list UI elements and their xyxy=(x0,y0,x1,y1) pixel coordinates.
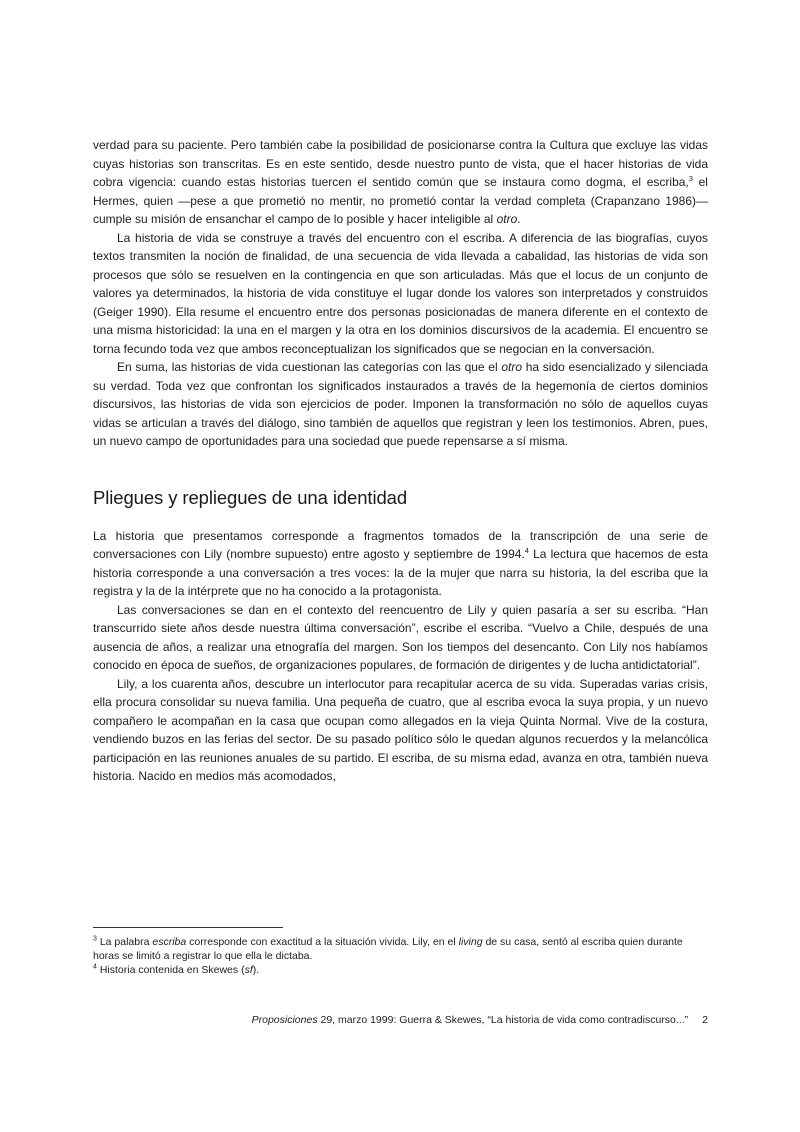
paragraph-intro-1: verdad para su paciente. Pero también cabe la posibilidad de posicionarse contra la Cultura que excluye las vidas cuyas historias son transcritas. Es en este sentido, desde nuestro punto de vista, que el hacer historias de vida cobra vigencia: cuando estas historias tuercen el sentido común que se instaura como dogma, el escriba,$^3$ el Hermes, quien —pese a que prometió no mentir, no prometió contar la verdad completa (Crapanzano 1986)— cumple su misión de ensanchar el campo de lo posible y hacer inteligible al otro. xyxy=(93,138,708,226)
citation: 29, marzo 1999: Guerra & Skewes, “La historia de vida como contradiscurso...” xyxy=(317,1014,689,1026)
paragraph-section-1: La historia que presentamos corresponde a fragmentos tomados de la transcripción de una serie de conversaciones con Lily (nombre supuesto) entre agosto y septiembre de 1994.$^4$ La lectura que hacemos de esta historia corresponde a una conversación a tres voces: la de la mujer que narra su historia, la del escriba que la registra y la de la intérprete que no ha conocido a la protagonista. xyxy=(93,528,708,598)
paragraph-section-3: Lily, a los cuarenta años, descubre un interlocutor para recapitular acerca de su vida. Superadas varias crisis, ella procura consolidar su nueva familia. Una pequeña de cuatro, que al escriba evoca la suya propia, y un nuevo compañero le acompañan en la casa que ocupan como allegados en la vieja Quinta Normal. Vive de la costura, vendiendo buzos en las ferias del sector. De su pasado político sólo le quedan algunos recuerdos y la melancólica participación en las reuniones anuales de su partido. El escriba, de su misma edad, avanza en otra, también nueva historia. Nacido en medios más acomodados, xyxy=(93,676,708,783)
page-number: 2 xyxy=(702,1014,708,1026)
footnote-3: $^3$ La palabra escriba corresponde con exactitud a la situación vivida. Lily, en el living de su casa, sentó al escriba quien durante horas se limitó a registrar lo que ella le dictaba. xyxy=(93,935,683,962)
paragraph-intro-2: La historia de vida se construye a través del encuentro con el escriba. A diferencia de las biografías, cuyos textos transmiten la noción de finalidad, de una secuencia de vida llevada a cabalidad, las historias de vida son procesos que sólo se resuelven en la contingencia en que son articuladas. Más que el locus de un conjunto de valores ya determinados, la historia de vida constituye el lugar donde los valores son interpretados y construidos (Geiger 1990). Ella resume el encuentro entre dos personas posicionadas de manera diferente en el contexto de una misma historicidad: la una en el margen y la otra en los dominios discursivos de la academia. El encuentro se torna fecundo toda vez que ambos reconceptualizan los significados que se negocian en la conversación. xyxy=(93,230,708,356)
running-footer xyxy=(93,1014,708,1026)
footnote-ref-3[interactable]: 3 xyxy=(688,174,693,183)
footnote-separator xyxy=(93,927,283,928)
section-heading: Pliegues y repliegues de una identidad xyxy=(93,486,408,508)
footnote-4: $^4$ Historia contenida en Skewes (sf). xyxy=(93,963,260,976)
footnotes xyxy=(93,935,708,977)
paragraph-section-2: Las conversaciones se dan en el contexto del reencuentro de Lily y quien pasaría a ser su escriba. “Han transcurrido siete años desde nuestra última conversación”, escribe el escriba. “Vuelvo a Chile, después de una ausencia de años, a realizar una etnografía del margen. Son los tiempos del desencanto. Con Lily nos habíamos conocido en época de sueños, de organizaciones populares, de formación de dirigentes y de lucha antidictatorial”. xyxy=(93,602,708,672)
paragraph-intro-3: En suma, las historias de vida cuestionan las categorías con las que el otro ha sido esencializado y silenciada su verdad. Toda vez que confrontan los significados instaurados a través de la hegemonía de ciertos dominios discursivos, las historias de vida son ejercicios de poder. Imponen la transformación no sólo de aquellos cuyas vidas se articulan a través del diálogo, sino también de aquellos que registran y leen los testimonios. Abren, pues, un nuevo campo de oportunidades para una sociedad que puede repensarse a sí misma. xyxy=(93,360,708,448)
footnote-ref-4[interactable]: 4 xyxy=(524,546,529,555)
journal-name: Proposiciones xyxy=(251,1014,318,1026)
document-body xyxy=(93,136,708,786)
